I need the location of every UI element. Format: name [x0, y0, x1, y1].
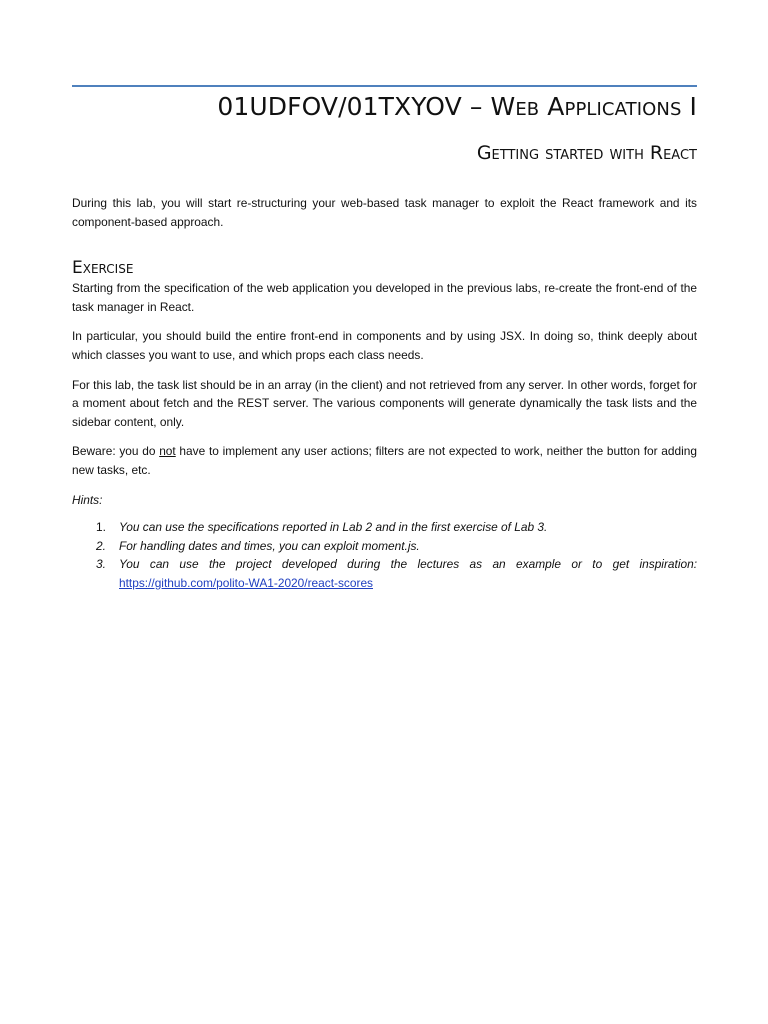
exercise-paragraph-3: For this lab, the task list should be in an array (in the client) and not retrieved from any server. In other words, forget for a moment about fetch and the REST server. The various components will generate dynamically the task lists and the sidebar content, only. — [72, 377, 697, 429]
hints-label: Hints: — [72, 492, 103, 507]
intro-paragraph: During this lab, you will start re-structuring your web-based task manager to exploit the React framework and its component-based approach. — [72, 196, 697, 229]
header-rule — [72, 85, 697, 87]
beware-paragraph — [72, 442, 697, 479]
hint-number: 1. — [96, 520, 106, 535]
hint-text: For handling dates and times, you can exploit moment.js. — [119, 538, 420, 553]
hint-text: You can use the project developed during the lectures as an example or to get inspiration: — [119, 557, 697, 572]
exercise-heading: Exercise — [72, 258, 134, 279]
course-title: 01UDFOV/01TXYOV – Web Applications I — [217, 92, 697, 121]
hints-list — [72, 518, 697, 592]
exercise-paragraph-1: Starting from the specification of the web application you developed in the previous labs, re-create the front-end of the task manager in React. — [72, 281, 697, 314]
beware-emphasis: not — [159, 444, 176, 459]
hint-number: 3. — [96, 557, 106, 572]
document-subtitle: Getting started with React — [476, 142, 697, 164]
react-scores-link[interactable]: https://github.com/polito-WA1-2020/react-scores — [119, 575, 373, 590]
document-body — [72, 194, 697, 593]
hint-text: You can use the specifications reported in Lab 2 and in the first exercise of Lab 3. — [119, 520, 548, 535]
list-item — [72, 537, 697, 556]
beware-suffix: have to implement any user actions; filters are not expected to work, neither the button for adding new tasks, etc. — [72, 444, 698, 477]
beware-prefix: Beware: you do — [72, 444, 160, 459]
hint-number: 2. — [96, 538, 106, 553]
exercise-paragraph-2: In particular, you should build the entire front-end in components and by using JSX. In doing so, think deeply about which classes you want to use, and which props each class needs. — [72, 329, 697, 362]
list-item — [72, 555, 697, 592]
list-item — [72, 518, 697, 537]
